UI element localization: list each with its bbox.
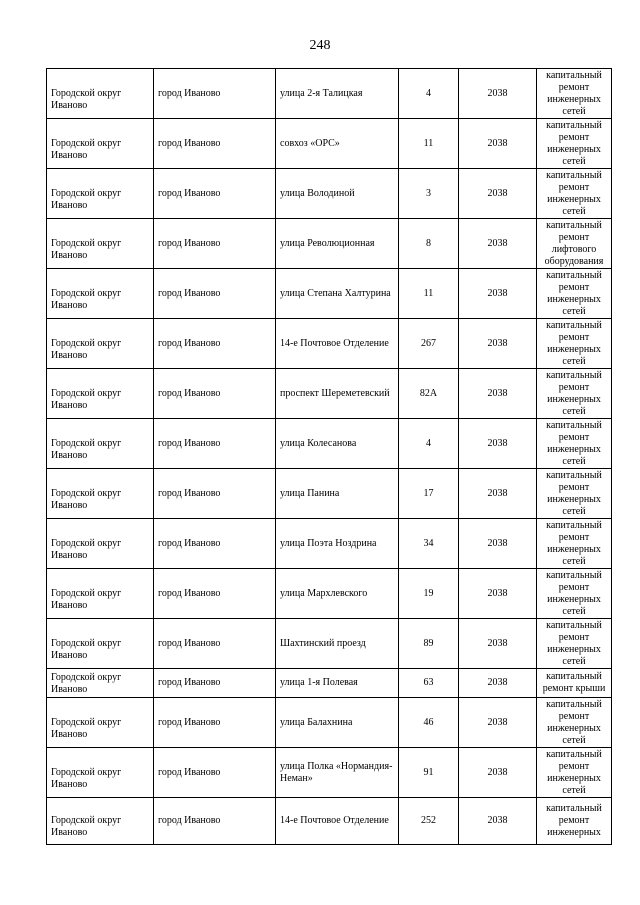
street-cell xyxy=(276,369,399,419)
table-row xyxy=(47,698,612,748)
street-cell xyxy=(276,669,399,698)
city-cell xyxy=(154,119,276,169)
city-cell xyxy=(154,419,276,469)
street-cell-text: улица Революционная xyxy=(280,237,375,249)
work-type-cell-text: капитальный ремонт инженерных сетей xyxy=(546,169,602,217)
city-cell-text: город Иваново xyxy=(158,87,221,99)
year-cell xyxy=(459,69,537,119)
okrug-cell-text: Городской округ Иваново xyxy=(51,487,122,511)
work-type-cell xyxy=(537,519,612,569)
work-type-cell-text: капитальный ремонт инженерных сетей xyxy=(546,469,602,517)
house-number-cell xyxy=(399,269,459,319)
year-cell-text: 2038 xyxy=(487,487,508,499)
work-type-cell-text: капитальный ремонт инженерных сетей xyxy=(546,419,602,467)
street-cell xyxy=(276,519,399,569)
house-number-cell xyxy=(399,748,459,798)
table-row xyxy=(47,469,612,519)
okrug-cell xyxy=(47,698,154,748)
table-row xyxy=(47,69,612,119)
street-cell-text: 14-е Почтовое Отделение xyxy=(280,337,389,349)
work-type-cell xyxy=(537,219,612,269)
work-type-cell-text: капитальный ремонт крыши xyxy=(542,671,606,694)
house-number-cell-text: 46 xyxy=(423,716,434,728)
okrug-cell xyxy=(47,119,154,169)
work-type-cell xyxy=(537,798,612,845)
work-type-cell-text: капитальный ремонт инженерных сетей xyxy=(546,519,602,567)
house-number-cell-text: 82А xyxy=(419,387,438,399)
house-number-cell-text: 11 xyxy=(423,287,434,299)
city-cell-text: город Иваново xyxy=(158,537,221,549)
city-cell-text: город Иваново xyxy=(158,287,221,299)
work-type-cell xyxy=(537,669,612,698)
okrug-cell xyxy=(47,319,154,369)
house-number-cell xyxy=(399,469,459,519)
okrug-cell xyxy=(47,169,154,219)
street-cell xyxy=(276,69,399,119)
street-cell xyxy=(276,619,399,669)
okrug-cell-text: Городской округ Иваново xyxy=(51,672,122,695)
year-cell-text: 2038 xyxy=(487,637,508,649)
year-cell xyxy=(459,169,537,219)
house-number-cell xyxy=(399,798,459,845)
okrug-cell-text: Городской округ Иваново xyxy=(51,716,122,740)
work-type-cell-text: капитальный ремонт инженерных сетей xyxy=(546,319,602,367)
year-cell-text: 2038 xyxy=(487,187,508,199)
year-cell xyxy=(459,569,537,619)
year-cell-text: 2038 xyxy=(487,387,508,399)
house-number-cell-text: 252 xyxy=(421,815,436,826)
street-cell xyxy=(276,798,399,845)
house-number-cell xyxy=(399,119,459,169)
okrug-cell xyxy=(47,669,154,698)
year-cell xyxy=(459,519,537,569)
street-cell xyxy=(276,319,399,369)
table-row xyxy=(47,419,612,469)
table-row xyxy=(47,619,612,669)
house-number-cell-text: 17 xyxy=(423,487,434,499)
year-cell xyxy=(459,748,537,798)
year-cell-text: 2038 xyxy=(487,237,508,249)
okrug-cell xyxy=(47,619,154,669)
house-number-cell xyxy=(399,219,459,269)
okrug-cell-text: Городской округ Иваново xyxy=(51,287,122,311)
street-cell-text: совхоз «ОРС» xyxy=(280,137,340,149)
house-number-cell-text: 4 xyxy=(426,87,431,99)
table-row xyxy=(47,798,612,845)
street-cell xyxy=(276,419,399,469)
table-row xyxy=(47,219,612,269)
year-cell xyxy=(459,619,537,669)
city-cell xyxy=(154,469,276,519)
city-cell xyxy=(154,369,276,419)
house-number-cell xyxy=(399,519,459,569)
year-cell-text: 2038 xyxy=(487,337,508,349)
street-cell-text: улица Полка «Нормандия-Неман» xyxy=(280,760,393,784)
work-type-cell xyxy=(537,169,612,219)
year-cell-text: 2038 xyxy=(487,287,508,299)
city-cell xyxy=(154,169,276,219)
street-cell-text: улица Поэта Ноздрина xyxy=(280,537,377,549)
okrug-cell-text: Городской округ Иваново xyxy=(51,237,122,261)
city-cell xyxy=(154,269,276,319)
okrug-cell xyxy=(47,519,154,569)
city-cell-text: город Иваново xyxy=(158,137,221,149)
work-type-cell-text: капитальный ремонт инженерных сетей xyxy=(546,119,602,167)
street-cell-text: улица 1-я Полевая xyxy=(280,677,358,688)
year-cell xyxy=(459,669,537,698)
work-type-cell-text: капитальный ремонт лифтового оборудования xyxy=(544,219,604,267)
okrug-cell-text: Городской округ Иваново xyxy=(51,137,122,161)
street-cell-text: улица Балахнина xyxy=(280,716,353,728)
okrug-cell-text: Городской округ Иваново xyxy=(51,337,122,361)
street-cell-text: улица Панина xyxy=(280,487,340,499)
city-cell-text: город Иваново xyxy=(158,766,221,778)
city-cell xyxy=(154,519,276,569)
okrug-cell-text: Городской округ Иваново xyxy=(51,187,122,211)
city-cell-text: город Иваново xyxy=(158,487,221,499)
house-number-cell xyxy=(399,698,459,748)
city-cell-text: город Иваново xyxy=(158,815,221,826)
year-cell xyxy=(459,469,537,519)
house-number-cell xyxy=(399,169,459,219)
year-cell-text: 2038 xyxy=(487,137,508,149)
okrug-cell xyxy=(47,469,154,519)
house-number-cell xyxy=(399,319,459,369)
table-row xyxy=(47,519,612,569)
street-cell xyxy=(276,569,399,619)
table-row xyxy=(47,569,612,619)
okrug-cell xyxy=(47,798,154,845)
year-cell xyxy=(459,219,537,269)
work-type-cell-text: капитальный ремонт инженерных сетей xyxy=(546,619,602,667)
table-row xyxy=(47,369,612,419)
street-cell-text: Шахтинский проезд xyxy=(280,637,366,649)
year-cell xyxy=(459,269,537,319)
work-type-cell xyxy=(537,419,612,469)
house-number-cell-text: 3 xyxy=(426,187,431,199)
okrug-cell xyxy=(47,219,154,269)
house-number-cell xyxy=(399,619,459,669)
street-cell xyxy=(276,119,399,169)
work-type-cell-text: капитальный ремонт инженерных сетей xyxy=(546,698,602,746)
street-cell-text: улица Володиной xyxy=(280,187,355,199)
okrug-cell-text: Городской округ Иваново xyxy=(51,387,122,411)
page-number: 248 xyxy=(309,38,331,53)
street-cell xyxy=(276,748,399,798)
house-number-cell-text: 91 xyxy=(423,766,434,778)
city-cell-text: город Иваново xyxy=(158,587,221,599)
work-type-cell-text: капитальный ремонт инженерных сетей xyxy=(546,269,602,317)
okrug-cell-text: Городской округ Иваново xyxy=(51,766,122,790)
year-cell-text: 2038 xyxy=(487,677,508,688)
city-cell-text: город Иваново xyxy=(158,237,221,249)
house-number-cell xyxy=(399,419,459,469)
year-cell xyxy=(459,419,537,469)
house-number-cell xyxy=(399,669,459,698)
work-type-cell xyxy=(537,569,612,619)
city-cell xyxy=(154,798,276,845)
street-cell-text: улица Колесанова xyxy=(280,437,357,449)
work-type-cell xyxy=(537,748,612,798)
house-number-cell-text: 11 xyxy=(423,137,434,149)
city-cell-text: город Иваново xyxy=(158,437,221,449)
street-cell-text: улица Мархлевского xyxy=(280,587,368,599)
street-cell xyxy=(276,698,399,748)
city-cell-text: город Иваново xyxy=(158,637,221,649)
city-cell xyxy=(154,619,276,669)
work-type-cell xyxy=(537,119,612,169)
city-cell-text: город Иваново xyxy=(158,337,221,349)
house-number-cell xyxy=(399,69,459,119)
year-cell-text: 2038 xyxy=(487,766,508,778)
okrug-cell-text: Городской округ Иваново xyxy=(51,815,122,838)
year-cell xyxy=(459,319,537,369)
table-row xyxy=(47,269,612,319)
street-cell xyxy=(276,219,399,269)
work-type-cell xyxy=(537,698,612,748)
year-cell-text: 2038 xyxy=(487,587,508,599)
work-type-cell xyxy=(537,369,612,419)
okrug-cell-text: Городской округ Иваново xyxy=(51,587,122,611)
year-cell-text: 2038 xyxy=(487,716,508,728)
work-type-cell xyxy=(537,319,612,369)
house-number-cell xyxy=(399,569,459,619)
okrug-cell xyxy=(47,569,154,619)
street-cell-text: 14-е Почтовое Отделение xyxy=(280,815,389,826)
city-cell-text: город Иваново xyxy=(158,677,221,688)
year-cell-text: 2038 xyxy=(487,87,508,99)
house-number-cell-text: 89 xyxy=(423,637,434,649)
city-cell xyxy=(154,69,276,119)
work-type-cell xyxy=(537,619,612,669)
okrug-cell-text: Городской округ Иваново xyxy=(51,87,122,111)
okrug-cell xyxy=(47,748,154,798)
okrug-cell xyxy=(47,69,154,119)
city-cell xyxy=(154,748,276,798)
year-cell xyxy=(459,369,537,419)
work-type-cell-text: капитальный ремонт инженерных сетей xyxy=(546,748,602,796)
table-row xyxy=(47,169,612,219)
city-cell-text: город Иваново xyxy=(158,187,221,199)
street-cell xyxy=(276,469,399,519)
city-cell-text: город Иваново xyxy=(158,716,221,728)
city-cell xyxy=(154,569,276,619)
work-type-cell xyxy=(537,469,612,519)
table-row xyxy=(47,669,612,698)
okrug-cell-text: Городской округ Иваново xyxy=(51,637,122,661)
city-cell xyxy=(154,219,276,269)
street-cell-text: улица Степана Халтурина xyxy=(280,287,391,299)
year-cell xyxy=(459,698,537,748)
house-number-cell xyxy=(399,369,459,419)
city-cell xyxy=(154,698,276,748)
year-cell-text: 2038 xyxy=(487,815,508,826)
work-type-cell-text: капитальный ремонт инженерных сетей xyxy=(546,569,602,617)
street-cell-text: улица 2-я Талицкая xyxy=(280,87,363,99)
house-number-cell-text: 63 xyxy=(423,677,434,688)
street-cell xyxy=(276,269,399,319)
city-cell-text: город Иваново xyxy=(158,387,221,399)
house-number-cell-text: 19 xyxy=(423,587,434,599)
okrug-cell-text: Городской округ Иваново xyxy=(51,537,122,561)
work-type-cell-text: капитальный ремонт инженерных сетей xyxy=(546,69,602,117)
okrug-cell xyxy=(47,369,154,419)
okrug-cell xyxy=(47,419,154,469)
okrug-cell-text: Городской округ Иваново xyxy=(51,437,122,461)
work-type-cell xyxy=(537,269,612,319)
registry-table xyxy=(46,68,612,845)
house-number-cell-text: 34 xyxy=(423,537,434,549)
year-cell xyxy=(459,119,537,169)
city-cell xyxy=(154,319,276,369)
table-row xyxy=(47,119,612,169)
work-type-cell xyxy=(537,69,612,119)
city-cell xyxy=(154,669,276,698)
year-cell xyxy=(459,798,537,845)
table-row xyxy=(47,748,612,798)
street-cell-text: проспект Шереметевский xyxy=(280,387,390,399)
year-cell-text: 2038 xyxy=(487,437,508,449)
work-type-cell-text: капитальный ремонт инженерных сетей xyxy=(546,369,602,417)
house-number-cell-text: 8 xyxy=(426,237,431,249)
year-cell-text: 2038 xyxy=(487,537,508,549)
okrug-cell xyxy=(47,269,154,319)
house-number-cell-text: 267 xyxy=(421,337,436,349)
house-number-cell-text: 4 xyxy=(426,437,431,449)
table-row xyxy=(47,319,612,369)
street-cell xyxy=(276,169,399,219)
work-type-cell-text: капитальный ремонт инженерных xyxy=(546,803,602,838)
